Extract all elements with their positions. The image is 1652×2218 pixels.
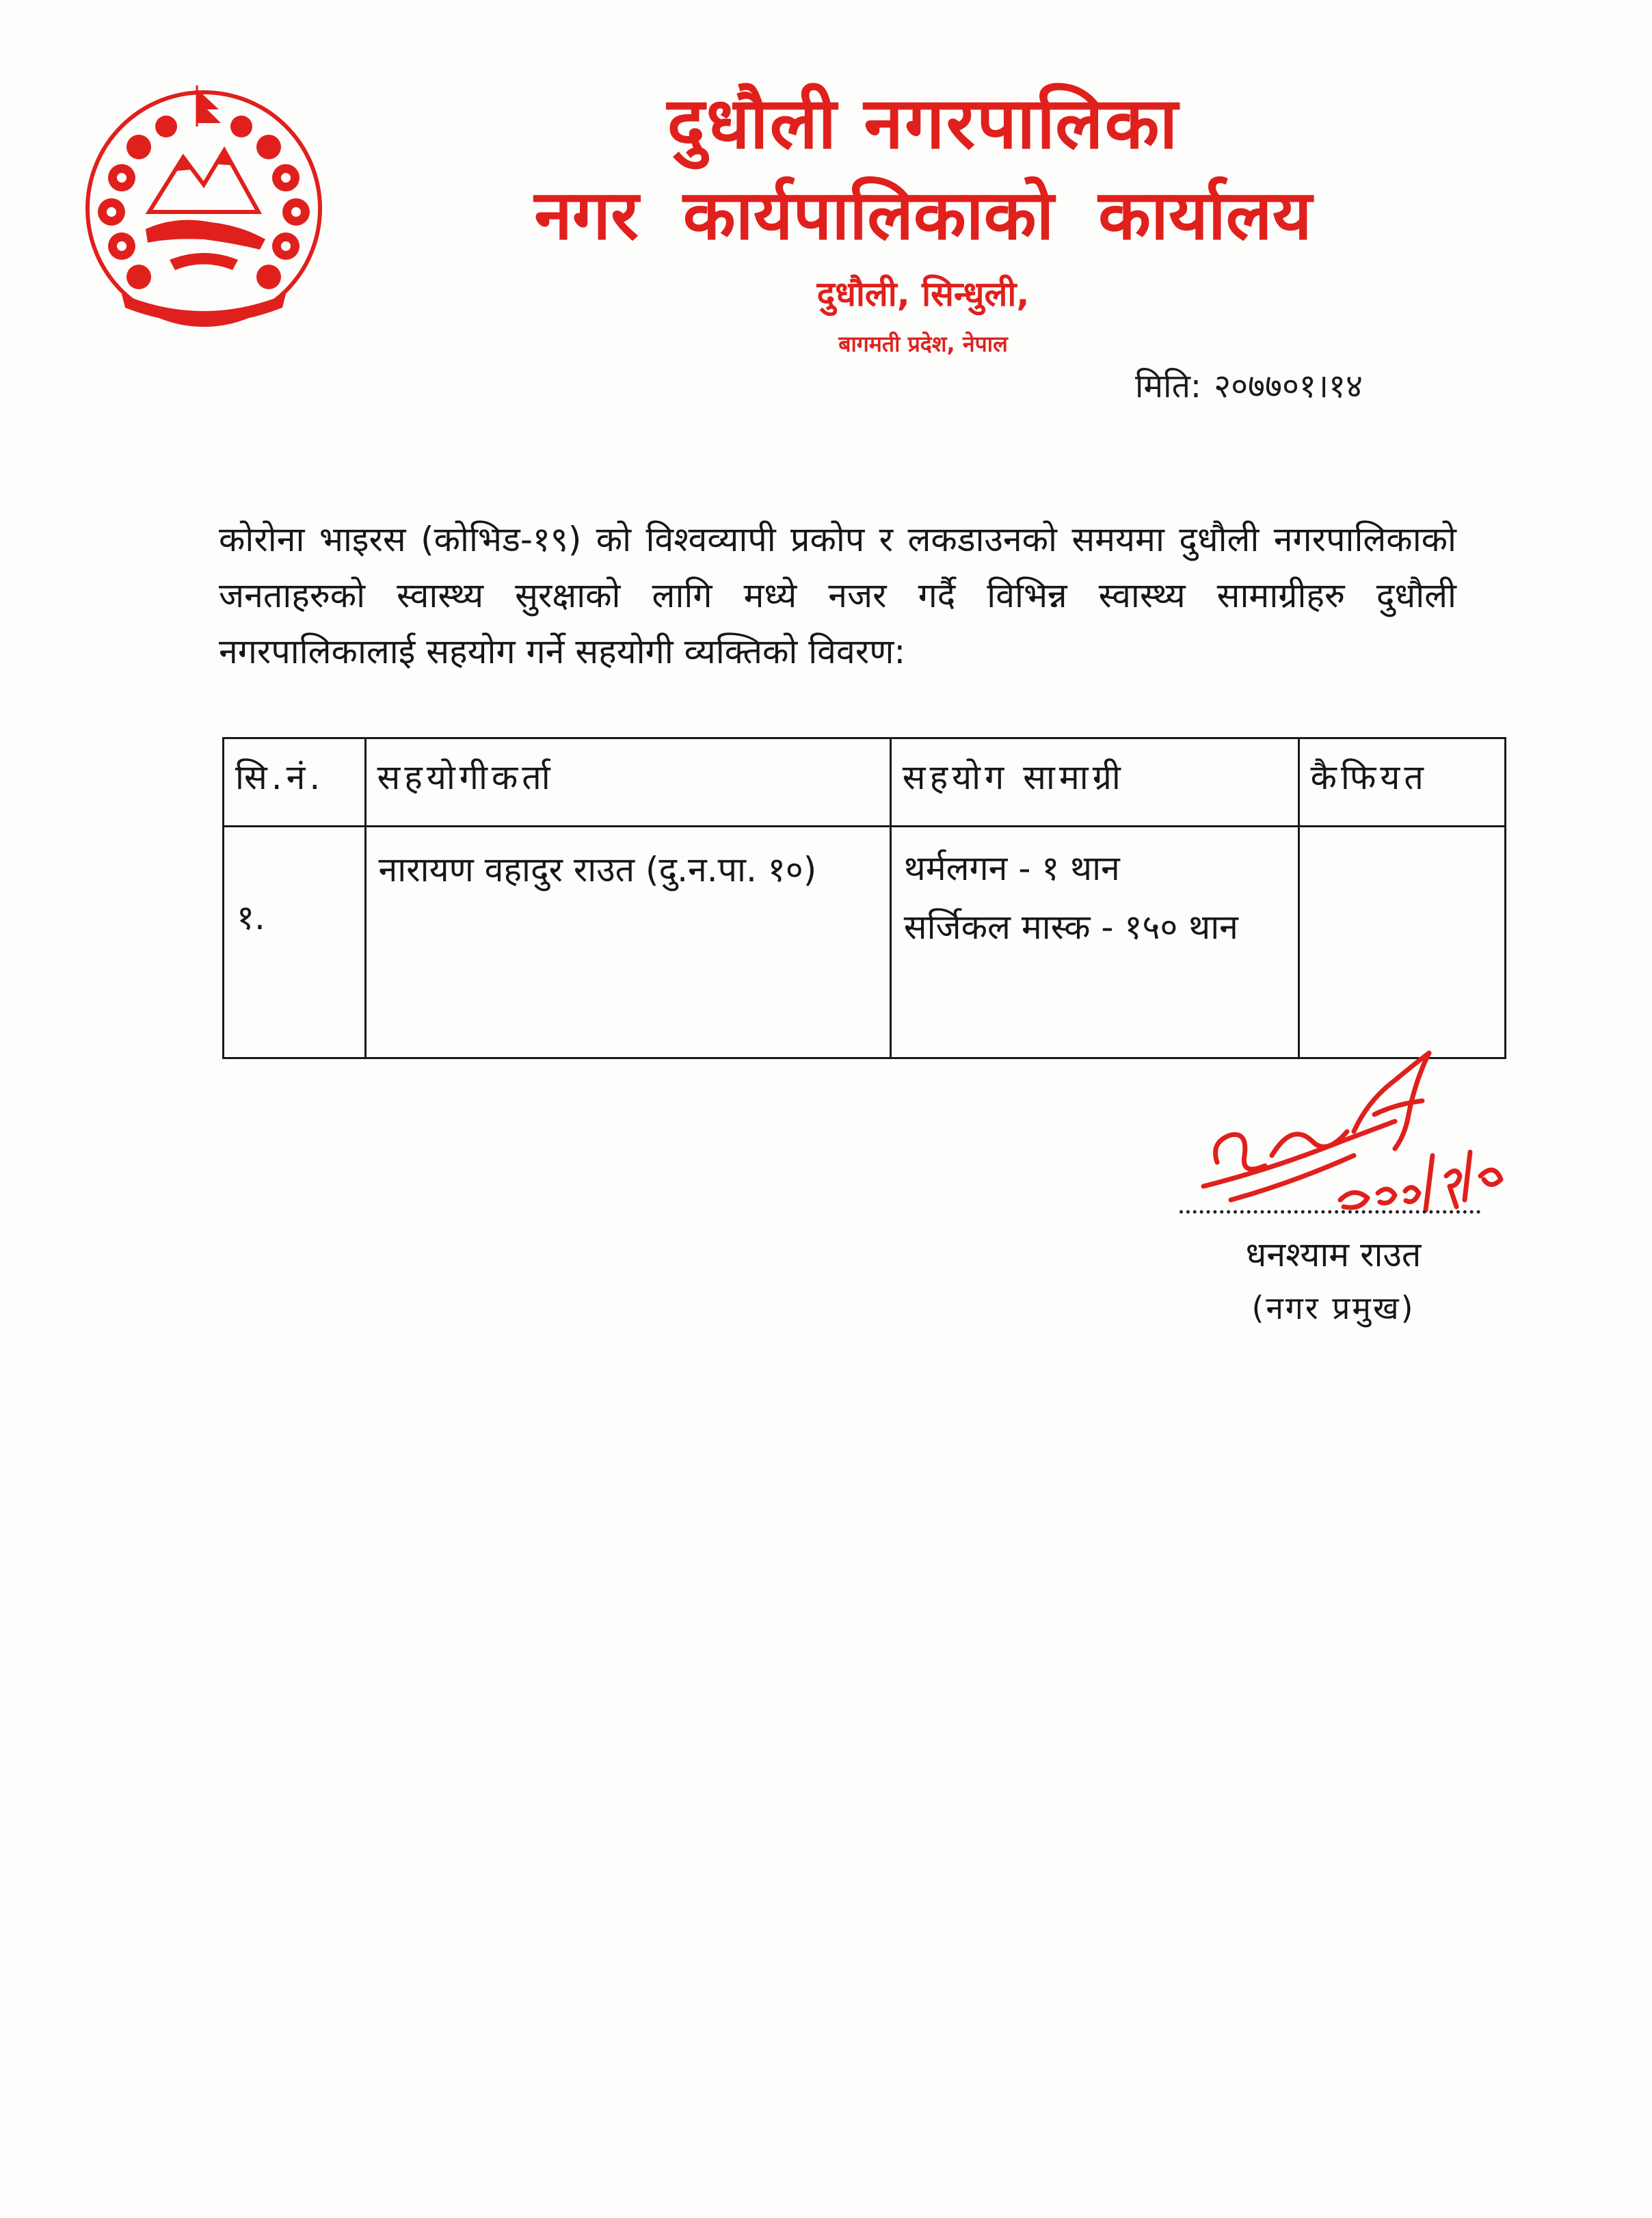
date-label: मिति:	[1135, 367, 1202, 405]
donated-item: सर्जिकल मास्क - १५० थान	[903, 907, 1238, 947]
row-donor: नारायण वहादुर राउत (दु.न.पा. १०)	[365, 827, 890, 1058]
signer-title: (नगर प्रमुख)	[1251, 1290, 1415, 1326]
row-serial-no: १.	[224, 827, 366, 1058]
table-row	[224, 827, 1506, 1058]
intro-paragraph: कोरोना भाइरस (कोभिड-१९) को विश्वव्यापी प्रकोप र लकडाउनको समयमा दुधौली नगरपालिकाको जनताहरुको स्वास्थ्य सुरक्षाको लागि मध्ये नजर गर्दै विभिन्न स्वास्थ्य सामाग्रीहरु दुधौली नगरपालिकालाई सहयोग गर्ने सहयोगी व्यक्तिको विवरण:	[219, 520, 1456, 671]
office-name: नगर कार्यपालिकाको कार्यालय	[534, 175, 1312, 255]
header-serial-no: सि.नं.	[224, 738, 366, 827]
table-header-row	[224, 738, 1506, 827]
donated-item: थर्मलगन - १ थान	[903, 849, 1120, 888]
header-donor: सहयोगीकर्ता	[365, 738, 890, 827]
municipality-name: दुधौली नगरपालिका	[667, 81, 1180, 165]
address-line: दुधौली, सिन्धुली,	[816, 274, 1030, 314]
signer-name: धनश्याम राउत	[1245, 1235, 1422, 1274]
signature-line	[1180, 1203, 1480, 1214]
nepal-government-emblem-icon	[74, 75, 334, 335]
date-line	[1135, 362, 1518, 410]
date-value: २०७७०१।१४	[1214, 367, 1363, 405]
header-remarks: कैफियत	[1298, 738, 1506, 827]
donation-table	[222, 737, 1506, 1059]
row-remarks	[1298, 827, 1506, 1058]
province-line: बागमती प्रदेश, नेपाल	[838, 331, 1008, 357]
row-donated-items	[890, 827, 1298, 1058]
header-donated-items: सहयोग सामाग्री	[890, 738, 1298, 827]
handwritten-signature	[1190, 1039, 1511, 1224]
